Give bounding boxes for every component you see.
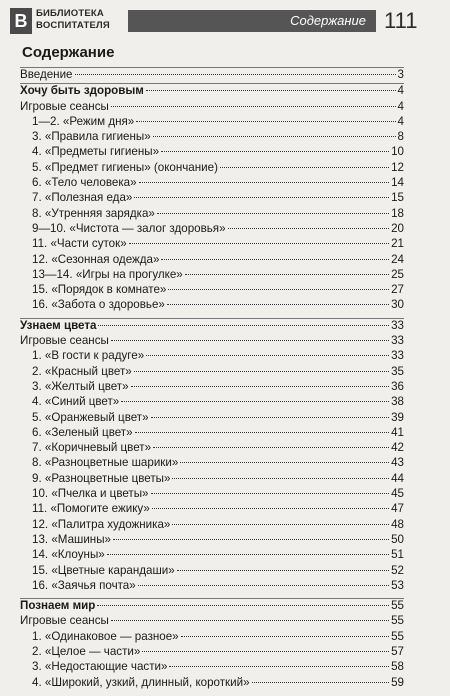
toc-entry-label: Узнаем цвета	[20, 318, 97, 332]
toc-entry-label: 13—14. «Игры на прогулке»	[32, 267, 183, 281]
toc-entry-page: 59	[391, 675, 404, 689]
toc-entry-label: 4. «Синий цвет»	[32, 395, 120, 409]
dot-leader	[167, 304, 389, 305]
toc-entry-page: 24	[391, 252, 404, 266]
toc-entry-label: Игровые сеансы	[20, 99, 109, 113]
toc-entry-page: 18	[391, 206, 404, 220]
dot-leader	[177, 570, 389, 571]
dot-leader	[142, 651, 389, 652]
toc-entry-label: Игровые сеансы	[20, 614, 109, 628]
dot-leader	[131, 386, 390, 387]
dot-leader	[138, 585, 389, 586]
toc-entry-page: 58	[391, 660, 404, 674]
toc-entry[interactable]	[20, 614, 404, 629]
dot-leader	[129, 243, 389, 244]
toc-section[interactable]	[20, 598, 404, 614]
toc-entry-label: 11. «Части суток»	[32, 237, 127, 251]
toc-entry-label: 11. «Помогите ежику»	[32, 502, 150, 516]
dot-leader	[146, 90, 396, 91]
toc-entry-label: 1—2. «Режим дня»	[32, 114, 135, 128]
toc-entry-page: 4	[397, 99, 404, 113]
toc-entry-page: 51	[391, 548, 404, 562]
toc-entry-page: 50	[391, 532, 404, 546]
toc-entry[interactable]	[20, 660, 404, 675]
toc-entry[interactable]	[20, 67, 404, 83]
dot-leader	[157, 213, 389, 214]
toc-entry-page: 55	[391, 629, 404, 643]
toc-entry[interactable]	[20, 630, 404, 645]
dot-leader	[151, 493, 390, 494]
page-header	[10, 6, 438, 36]
dot-leader	[136, 121, 395, 122]
toc-entry-label: 1. «Одинаковое — разное»	[32, 629, 179, 643]
dot-leader	[75, 74, 396, 75]
toc-entry-page: 53	[391, 578, 404, 592]
toc-entry-label: 14. «Клоуны»	[32, 548, 105, 562]
toc-entry-page: 21	[391, 237, 404, 251]
toc-entry[interactable]	[20, 222, 404, 237]
toc-entry[interactable]	[20, 298, 404, 313]
toc-entry-page: 42	[391, 441, 404, 455]
toc-entry-label: 7. «Полезная еда»	[32, 191, 133, 205]
toc-entry[interactable]	[20, 145, 404, 160]
toc-entry[interactable]	[20, 191, 404, 206]
toc-entry-label: 9—10. «Чистота — залог здоровья»	[32, 221, 226, 235]
toc-entry-label: 7. «Коричневый цвет»	[32, 441, 152, 455]
page-title: Содержание	[22, 44, 115, 61]
toc-entry-page: 25	[391, 267, 404, 281]
dot-leader	[111, 340, 389, 341]
toc-entry[interactable]	[20, 472, 404, 487]
dot-leader	[168, 289, 389, 290]
dot-leader	[180, 462, 389, 463]
toc-entry[interactable]	[20, 349, 404, 364]
toc-entry-page: 14	[391, 176, 404, 190]
toc-entry-label: 5. «Оранжевый цвет»	[32, 410, 149, 424]
toc-entry[interactable]	[20, 487, 404, 502]
toc-entry-label: 15. «Цветные карандаши»	[32, 563, 175, 577]
toc-entry[interactable]	[20, 395, 404, 410]
dot-leader	[146, 355, 389, 356]
dot-leader	[169, 666, 389, 667]
dot-leader	[152, 508, 389, 509]
toc-entry[interactable]	[20, 518, 404, 533]
toc-entry[interactable]	[20, 115, 404, 130]
dot-leader	[111, 620, 389, 621]
toc-entry-page: 55	[391, 599, 404, 613]
series-name-line2: ВОСПИТАТЕЛЯ	[36, 20, 110, 31]
toc-entry[interactable]	[20, 579, 404, 594]
toc-entry-page: 12	[391, 160, 404, 174]
toc-entry-label: 3. «Правила гигиены»	[32, 130, 151, 144]
dot-leader	[181, 636, 389, 637]
toc-entry-page: 30	[391, 298, 404, 312]
toc-entry-label: Познаем мир	[20, 599, 96, 613]
toc-entry-label: 12. «Палитра художника»	[32, 517, 171, 531]
dot-leader	[111, 106, 396, 107]
dot-leader	[252, 682, 390, 683]
toc-entry[interactable]	[20, 207, 404, 222]
toc-entry[interactable]	[20, 176, 404, 191]
toc-entry-page: 33	[391, 318, 404, 332]
toc-entry-label: 16. «Забота о здоровье»	[32, 298, 165, 312]
series-name	[36, 8, 110, 32]
dot-leader	[151, 417, 390, 418]
toc-entry[interactable]	[20, 380, 404, 395]
toc-entry-label: 10. «Пчелка и цветы»	[32, 487, 149, 501]
toc-entry-page: 20	[391, 221, 404, 235]
toc-entry[interactable]	[20, 548, 404, 563]
toc-entry-label: 12. «Сезонная одежда»	[32, 252, 160, 266]
table-of-contents	[20, 67, 404, 691]
toc-entry-label: 6. «Зеленый цвет»	[32, 425, 133, 439]
toc-entry[interactable]	[20, 441, 404, 456]
toc-entry-label: 15. «Порядок в комнате»	[32, 283, 167, 297]
toc-entry-page: 39	[391, 410, 404, 424]
toc-entry-page: 52	[391, 563, 404, 577]
toc-entry-page: 8	[397, 130, 404, 144]
dot-leader	[185, 274, 389, 275]
dot-leader	[107, 554, 389, 555]
toc-entry[interactable]	[20, 426, 404, 441]
toc-entry-label: 4. «Предметы гигиены»	[32, 145, 160, 159]
toc-entry-label: 4. «Широкий, узкий, длинный, короткий»	[32, 675, 250, 689]
toc-entry[interactable]	[20, 237, 404, 252]
toc-entry-page: 55	[391, 614, 404, 628]
dot-leader	[134, 197, 389, 198]
toc-entry[interactable]	[20, 411, 404, 426]
toc-entry-page: 41	[391, 425, 404, 439]
dot-leader	[172, 478, 389, 479]
toc-entry-label: 8. «Разноцветные шарики»	[32, 456, 179, 470]
dot-leader	[139, 182, 390, 183]
toc-entry-label: 13. «Машины»	[32, 532, 111, 546]
toc-entry[interactable]	[20, 564, 404, 579]
toc-entry-page: 15	[391, 191, 404, 205]
toc-entry[interactable]	[20, 100, 404, 115]
toc-entry-label: 9. «Разноцветные цветы»	[32, 471, 171, 485]
toc-entry[interactable]	[20, 268, 404, 283]
toc-entry[interactable]	[20, 334, 404, 349]
dot-leader	[113, 539, 389, 540]
toc-entry-page: 33	[391, 334, 404, 348]
toc-entry-label: Введение	[20, 68, 73, 81]
toc-entry-label: 8. «Утренняя зарядка»	[32, 206, 155, 220]
toc-entry-label: 2. «Красный цвет»	[32, 364, 132, 378]
toc-entry-page: 48	[391, 517, 404, 531]
dot-leader	[161, 151, 389, 152]
dot-leader	[134, 371, 389, 372]
toc-entry-page: 43	[391, 456, 404, 470]
toc-entry[interactable]	[20, 533, 404, 548]
dot-leader	[121, 401, 389, 402]
toc-entry-page: 57	[391, 644, 404, 658]
toc-entry-page: 10	[391, 145, 404, 159]
toc-entry-page: 33	[391, 349, 404, 363]
dot-leader	[97, 605, 389, 606]
toc-section[interactable]	[20, 318, 404, 334]
dot-leader	[153, 447, 389, 448]
toc-entry-page: 36	[391, 379, 404, 393]
toc-entry-label: Хочу быть здоровым	[20, 84, 144, 98]
toc-entry-label: 2. «Целое — части»	[32, 644, 141, 658]
toc-entry-label: 6. «Тело человека»	[32, 176, 137, 190]
toc-entry-label: 1. «В гости к радуге»	[32, 349, 145, 363]
toc-entry-label: Игровые сеансы	[20, 334, 109, 348]
toc-entry-page: 27	[391, 283, 404, 297]
toc-entry[interactable]	[20, 253, 404, 268]
dot-leader	[153, 136, 396, 137]
toc-entry[interactable]	[20, 676, 404, 691]
toc-entry-page: 4	[397, 84, 404, 98]
toc-entry-page: 35	[391, 364, 404, 378]
dot-leader	[161, 259, 389, 260]
toc-entry[interactable]	[20, 645, 404, 660]
toc-entry-label: 3. «Желтый цвет»	[32, 379, 129, 393]
dot-leader	[228, 228, 390, 229]
toc-entry[interactable]	[20, 456, 404, 471]
toc-entry[interactable]	[20, 365, 404, 380]
dot-leader	[220, 167, 389, 168]
toc-entry-page: 44	[391, 471, 404, 485]
dot-leader	[98, 325, 389, 326]
toc-entry-page: 4	[397, 114, 404, 128]
toc-entry[interactable]	[20, 283, 404, 298]
toc-entry-label: 16. «Заячья почта»	[32, 578, 136, 592]
toc-section[interactable]	[20, 83, 404, 99]
toc-entry[interactable]	[20, 502, 404, 517]
series-name-line1: БИБЛИОТЕКА	[36, 8, 104, 19]
toc-entry-page: 47	[391, 502, 404, 516]
toc-entry[interactable]	[20, 161, 404, 176]
toc-entry-label: 3. «Недостающие части»	[32, 660, 168, 674]
toc-entry[interactable]	[20, 130, 404, 145]
toc-entry-page: 45	[391, 487, 404, 501]
dot-leader	[172, 524, 389, 525]
running-header: Содержание	[128, 10, 376, 32]
series-logo: В	[10, 8, 32, 34]
dot-leader	[135, 432, 390, 433]
page-number: 111	[384, 8, 418, 33]
toc-entry-page: 38	[391, 395, 404, 409]
toc-entry-page: 3	[397, 68, 404, 81]
toc-entry-label: 5. «Предмет гигиены» (окончание)	[32, 160, 218, 174]
